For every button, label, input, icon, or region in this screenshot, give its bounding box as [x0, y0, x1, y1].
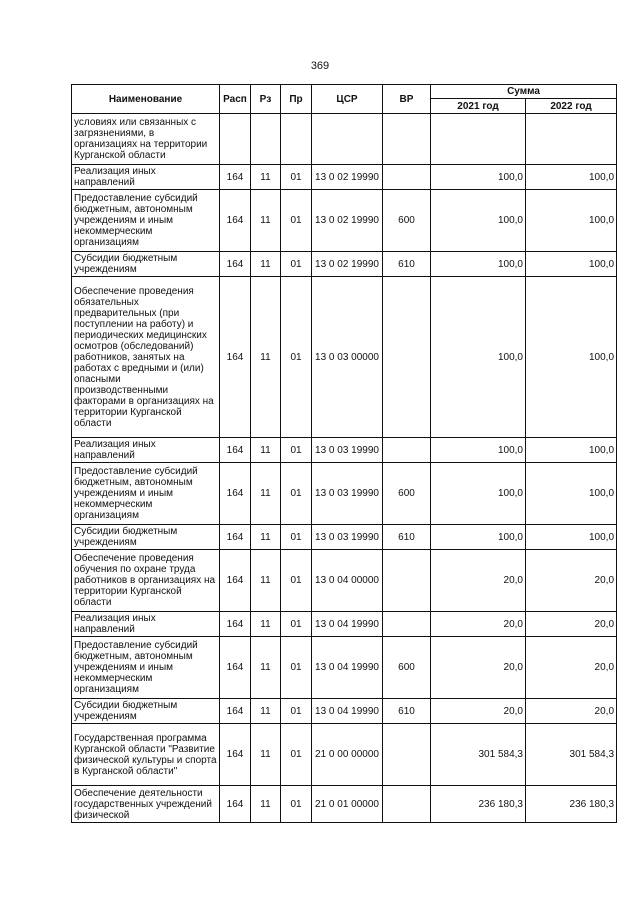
row-rz: 11: [251, 786, 281, 823]
budget-table: [71, 84, 617, 823]
row-pr: 01: [281, 165, 312, 190]
row-vr: 600: [383, 190, 431, 252]
table-row: [72, 190, 617, 252]
row-rasp: 164: [220, 724, 251, 786]
row-2022: 20,0: [526, 612, 617, 637]
row-2021: 20,0: [431, 637, 526, 699]
row-2021: 100,0: [431, 277, 526, 438]
row-name: Субсидии бюджетным учреждениям: [72, 252, 220, 277]
row-rasp: 164: [220, 550, 251, 612]
header-rz: Рз: [251, 85, 281, 114]
row-name: Обеспечение проведения обязательных предварительных (при поступлении на работу) и периодических медицинских осмотров (обследований) работников, занятых на работах с вредными и (или) опасными производственными факторами в организациях на территории Курганской области: [72, 277, 220, 438]
row-rasp: 164: [220, 612, 251, 637]
row-csr: 13 0 04 19990: [312, 699, 383, 724]
row-csr: 13 0 03 19990: [312, 438, 383, 463]
row-rz: 11: [251, 252, 281, 277]
row-csr: 13 0 02 19990: [312, 252, 383, 277]
row-2021: 100,0: [431, 525, 526, 550]
row-name: Предоставление субсидий бюджетным, автономным учреждениям и иным некоммерческим организациям: [72, 463, 220, 525]
row-csr: 13 0 03 00000: [312, 277, 383, 438]
row-2021: 301 584,3: [431, 724, 526, 786]
row-name: Субсидии бюджетным учреждениям: [72, 525, 220, 550]
table-row: [72, 724, 617, 786]
row-rasp: 164: [220, 277, 251, 438]
row-pr: 01: [281, 550, 312, 612]
row-rz: 11: [251, 165, 281, 190]
row-rz: [251, 114, 281, 165]
row-2021: 20,0: [431, 550, 526, 612]
row-rz: 11: [251, 463, 281, 525]
row-vr: [383, 786, 431, 823]
table-row: [72, 252, 617, 277]
row-rasp: 164: [220, 165, 251, 190]
row-pr: 01: [281, 438, 312, 463]
row-vr: [383, 114, 431, 165]
header-sum: Сумма: [431, 85, 617, 99]
row-name: Реализация иных направлений: [72, 438, 220, 463]
row-name: условиях или связанных с загрязнениями, в организациях на территории Курганской области: [72, 114, 220, 165]
page-number: 369: [310, 60, 330, 72]
row-pr: 01: [281, 463, 312, 525]
row-pr: 01: [281, 525, 312, 550]
header-name: Наименование: [72, 85, 220, 114]
row-vr: 610: [383, 699, 431, 724]
row-rz: 11: [251, 525, 281, 550]
row-2021: 100,0: [431, 252, 526, 277]
row-rz: 11: [251, 724, 281, 786]
row-name: Реализация иных направлений: [72, 612, 220, 637]
row-pr: 01: [281, 724, 312, 786]
row-2022: 100,0: [526, 165, 617, 190]
row-csr: 13 0 03 19990: [312, 463, 383, 525]
row-2021: 100,0: [431, 438, 526, 463]
row-2022: [526, 114, 617, 165]
row-rasp: [220, 114, 251, 165]
row-rz: 11: [251, 550, 281, 612]
row-pr: 01: [281, 612, 312, 637]
row-csr: 21 0 01 00000: [312, 786, 383, 823]
row-pr: 01: [281, 637, 312, 699]
table-row: [72, 525, 617, 550]
row-vr: [383, 277, 431, 438]
row-2022: 20,0: [526, 637, 617, 699]
row-pr: 01: [281, 699, 312, 724]
row-csr: 13 0 02 19990: [312, 190, 383, 252]
row-vr: 600: [383, 637, 431, 699]
row-rz: 11: [251, 612, 281, 637]
row-2022: 100,0: [526, 463, 617, 525]
row-2022: 236 180,3: [526, 786, 617, 823]
row-vr: 610: [383, 525, 431, 550]
row-csr: 13 0 03 19990: [312, 525, 383, 550]
row-name: Предоставление субсидий бюджетным, автономным учреждениям и иным некоммерческим организациям: [72, 637, 220, 699]
row-2021: 100,0: [431, 463, 526, 525]
row-name: Обеспечение проведения обучения по охране труда работников в организациях на территории Курганской области: [72, 550, 220, 612]
table-row: [72, 637, 617, 699]
header-csr: ЦСР: [312, 85, 383, 114]
row-vr: 610: [383, 252, 431, 277]
row-vr: [383, 438, 431, 463]
row-rasp: 164: [220, 786, 251, 823]
row-2022: 301 584,3: [526, 724, 617, 786]
row-rasp: 164: [220, 525, 251, 550]
row-2022: 20,0: [526, 699, 617, 724]
row-vr: [383, 550, 431, 612]
row-2021: 100,0: [431, 190, 526, 252]
row-pr: 01: [281, 786, 312, 823]
row-vr: [383, 724, 431, 786]
row-rasp: 164: [220, 252, 251, 277]
row-rz: 11: [251, 438, 281, 463]
row-csr: 21 0 00 00000: [312, 724, 383, 786]
row-2022: 100,0: [526, 438, 617, 463]
table-body: [72, 114, 617, 823]
row-rasp: 164: [220, 699, 251, 724]
row-pr: 01: [281, 277, 312, 438]
table-row: [72, 165, 617, 190]
row-2021: [431, 114, 526, 165]
row-name: Предоставление субсидий бюджетным, автономным учреждениям и иным некоммерческим организациям: [72, 190, 220, 252]
row-pr: 01: [281, 190, 312, 252]
row-rz: 11: [251, 637, 281, 699]
row-name: Субсидии бюджетным учреждениям: [72, 699, 220, 724]
row-name: Реализация иных направлений: [72, 165, 220, 190]
header-2022: 2022 год: [526, 99, 617, 114]
row-2022: 100,0: [526, 277, 617, 438]
row-vr: [383, 612, 431, 637]
row-2021: 236 180,3: [431, 786, 526, 823]
row-rasp: 164: [220, 463, 251, 525]
table-row: [72, 114, 617, 165]
header-vr: ВР: [383, 85, 431, 114]
row-csr: 13 0 04 19990: [312, 612, 383, 637]
row-csr: 13 0 04 19990: [312, 637, 383, 699]
table-row: [72, 699, 617, 724]
row-2022: 100,0: [526, 190, 617, 252]
row-2021: 100,0: [431, 165, 526, 190]
table-row: [72, 612, 617, 637]
row-name: Обеспечение деятельности государственных учреждений физической: [72, 786, 220, 823]
row-csr: [312, 114, 383, 165]
row-csr: 13 0 02 19990: [312, 165, 383, 190]
row-2022: 100,0: [526, 525, 617, 550]
table-row: [72, 438, 617, 463]
table-row: [72, 277, 617, 438]
row-rasp: 164: [220, 190, 251, 252]
header-2021: 2021 год: [431, 99, 526, 114]
row-vr: [383, 165, 431, 190]
row-rasp: 164: [220, 637, 251, 699]
header-rasp: Расп: [220, 85, 251, 114]
row-rz: 11: [251, 277, 281, 438]
row-rasp: 164: [220, 438, 251, 463]
row-vr: 600: [383, 463, 431, 525]
row-2022: 20,0: [526, 550, 617, 612]
table-row: [72, 786, 617, 823]
table-row: [72, 550, 617, 612]
row-pr: [281, 114, 312, 165]
row-name: Государственная программа Курганской области "Развитие физической культуры и спорта в Курганской области": [72, 724, 220, 786]
row-2022: 100,0: [526, 252, 617, 277]
row-pr: 01: [281, 252, 312, 277]
row-2021: 20,0: [431, 612, 526, 637]
row-rz: 11: [251, 190, 281, 252]
row-2021: 20,0: [431, 699, 526, 724]
row-csr: 13 0 04 00000: [312, 550, 383, 612]
row-rz: 11: [251, 699, 281, 724]
header-pr: Пр: [281, 85, 312, 114]
table-row: [72, 463, 617, 525]
